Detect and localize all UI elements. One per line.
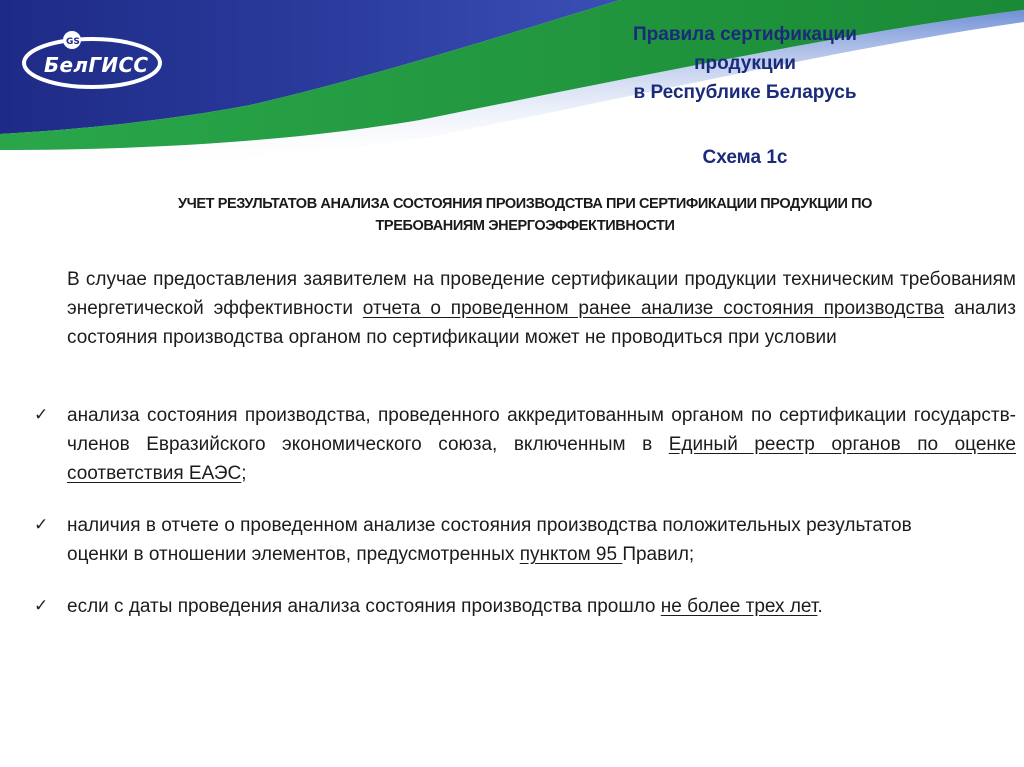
title-line-3: в Республике Беларусь bbox=[633, 82, 857, 103]
scheme-label: Схема 1с bbox=[702, 147, 788, 168]
bullet-1-link[interactable]: Единый реестр органов по оценке соответствия ЕАЭС bbox=[67, 434, 1016, 484]
list-item bbox=[34, 511, 967, 569]
checkmark-icon: ✓ bbox=[34, 515, 49, 535]
checkmark-icon: ✓ bbox=[34, 405, 49, 425]
bullet-2-link[interactable]: пунктом 95 bbox=[519, 544, 623, 565]
bullet-3-text-before: если с даты проведения анализа состояния производства прошло bbox=[67, 596, 661, 617]
intro-text-before: В случае предоставления заявителем на проведение сертификации продукции техническим требованиям энергетической эффективности bbox=[67, 269, 1016, 319]
title-line-2: продукции bbox=[694, 53, 796, 74]
bullet-3-link[interactable]: не более трех лет bbox=[660, 596, 818, 617]
intro-paragraph bbox=[67, 265, 1016, 352]
title-line-1: Правила сертификации bbox=[632, 24, 857, 45]
bullet-2-text-before: наличия в отчете о проведенном анализе состояния производства положительных результатов оценки в отношении элементов, предусмотренных bbox=[67, 515, 912, 565]
bullet-1-text-before: анализа состояния производства, проведенного аккредитованным органом по сертификации государств-членов Евразийского экономического союза, включенным в bbox=[67, 405, 1016, 455]
logo-text: БелГИСС bbox=[44, 53, 149, 77]
bullet-2-text-after: Правил; bbox=[622, 544, 695, 565]
checkmark-icon: ✓ bbox=[34, 596, 49, 616]
intro-text-after: анализ состояния производства органом по сертификации может не проводиться при условии bbox=[67, 298, 1016, 348]
heading-line-1: УЧЕТ РЕЗУЛЬТАТОВ АНАЛИЗА СОСТОЯНИЯ ПРОИЗВОДСТВА ПРИ СЕРТИФИКАЦИИ ПРОДУКЦИИ ПО bbox=[177, 196, 873, 212]
bullet-3-text-after: . bbox=[817, 596, 823, 617]
page-title bbox=[600, 20, 890, 107]
section-heading bbox=[60, 193, 990, 237]
list-item bbox=[34, 592, 1016, 621]
intro-link[interactable]: отчета о проведенном ранее анализе состояния производства bbox=[362, 298, 945, 319]
list-item bbox=[34, 401, 1016, 488]
heading-line-2: ТРЕБОВАНИЯМ ЭНЕРГОЭФФЕКТИВНОСТИ bbox=[375, 218, 675, 234]
svg-text:GS: GS bbox=[66, 37, 80, 47]
bullet-1-text-after: ; bbox=[241, 463, 247, 484]
